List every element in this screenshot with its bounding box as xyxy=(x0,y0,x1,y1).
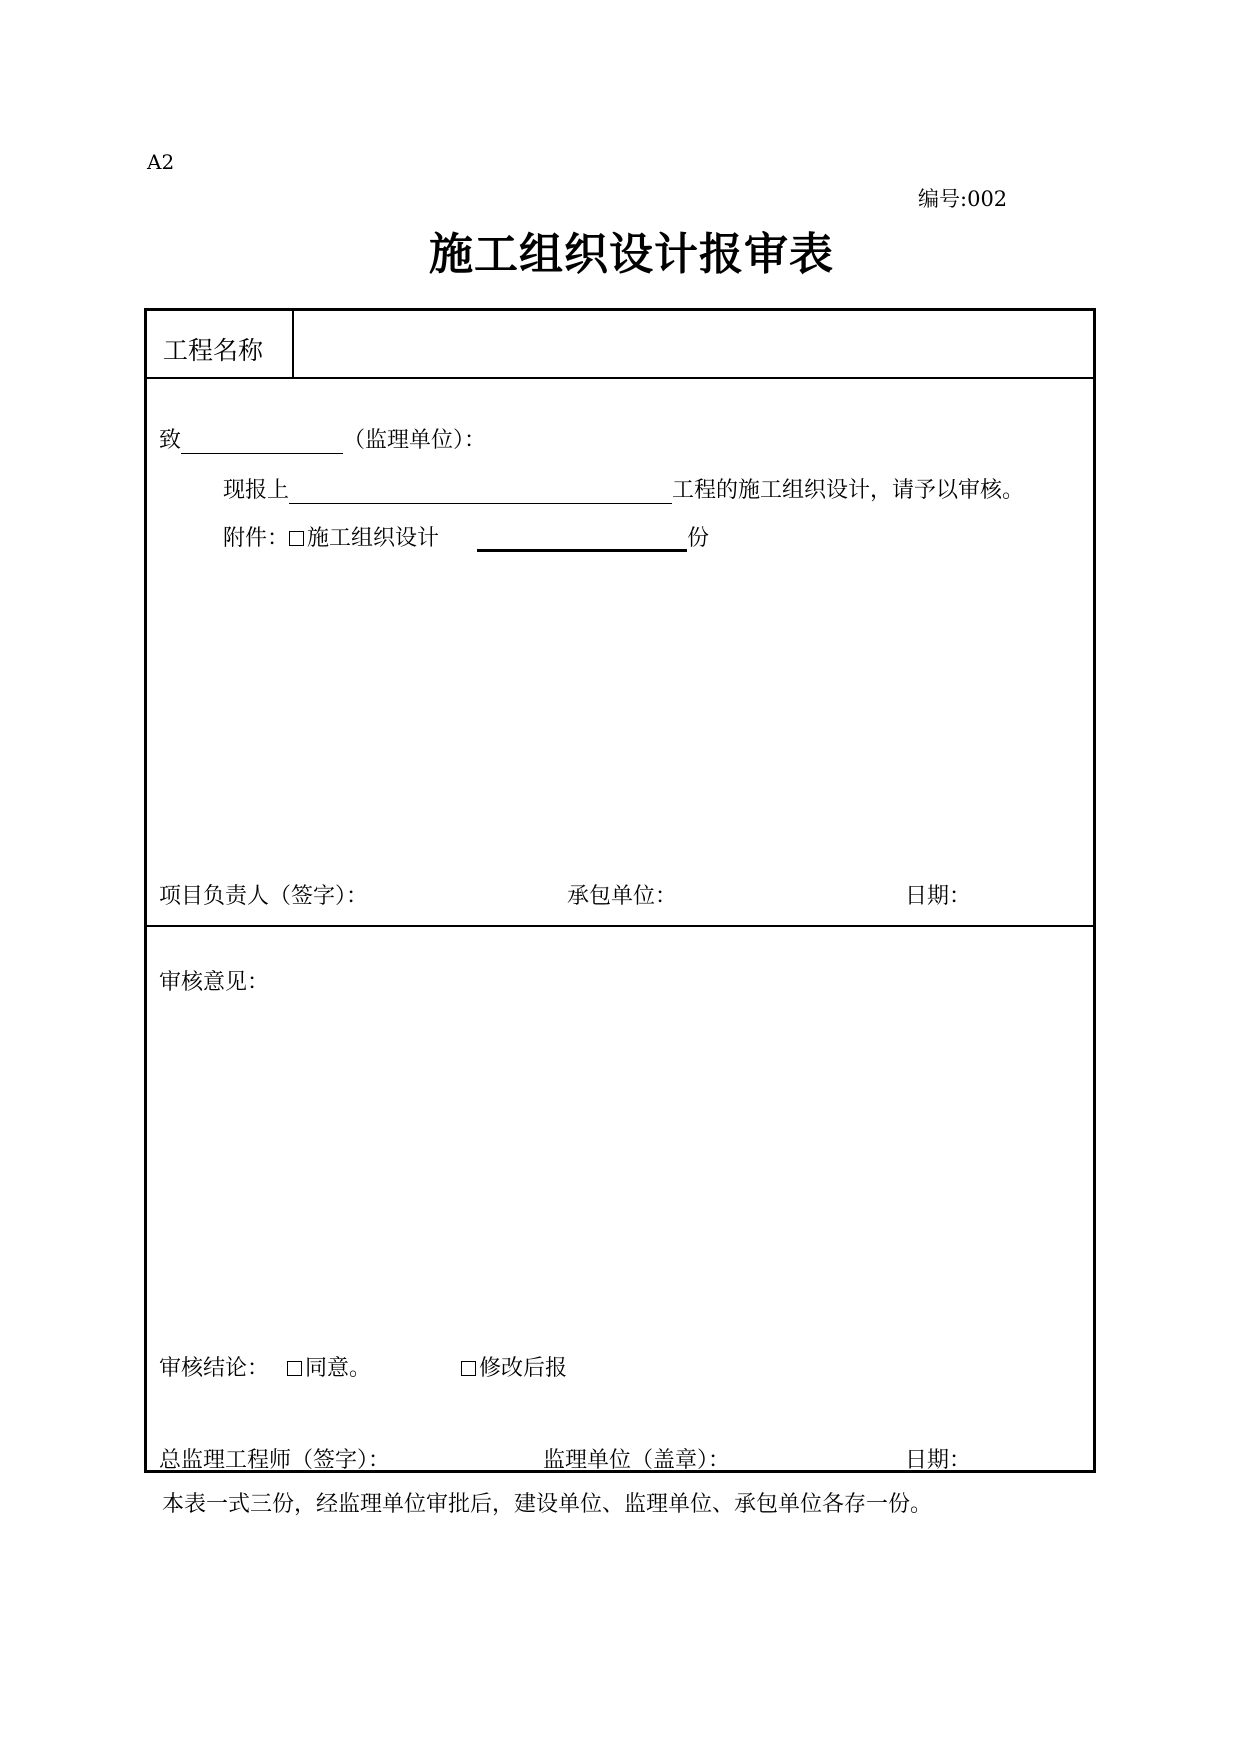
project-blank[interactable] xyxy=(289,479,672,504)
approve-checkbox[interactable] xyxy=(287,1361,302,1376)
document-number-label: 编号 xyxy=(918,187,960,211)
chief-engineer-signature: 总监理工程师（签字）： xyxy=(159,1448,391,1473)
approve-option-label: 同意。 xyxy=(305,1356,372,1381)
attachment-unit: 份 xyxy=(687,526,710,551)
review-opinion-label: 审核意见： xyxy=(159,970,270,995)
attachment-count-blank[interactable] xyxy=(477,525,687,552)
attachment-line xyxy=(223,521,709,552)
attachment-item: 施工组织设计 xyxy=(307,526,440,551)
attachment-label: 附件： xyxy=(223,526,290,551)
column-divider-project xyxy=(292,311,294,377)
supervisor-unit-stamp: 监理单位（盖章）： xyxy=(543,1448,731,1473)
form-code: A2 xyxy=(147,150,175,174)
revise-option[interactable] xyxy=(461,1351,567,1382)
contractor-label: 承包单位： xyxy=(567,884,678,909)
document-number-value: 002 xyxy=(967,187,1008,211)
document-number xyxy=(918,183,1007,213)
review-date-label: 日期： xyxy=(905,1448,972,1473)
project-manager-signature: 项目负责人（签字）： xyxy=(159,884,369,909)
project-name-label: 工程名称 xyxy=(163,336,264,365)
page-title: 施工组织设计报审表 xyxy=(429,229,834,280)
addressee-line xyxy=(159,423,486,454)
revise-checkbox[interactable] xyxy=(461,1361,476,1376)
addressee-blank[interactable] xyxy=(181,429,343,454)
revise-option-label: 修改后报 xyxy=(479,1356,568,1381)
row-divider-project xyxy=(147,377,1093,379)
review-form xyxy=(144,308,1096,1473)
report-line xyxy=(223,473,1024,504)
approve-option[interactable] xyxy=(287,1351,371,1382)
addressee-prefix: 致 xyxy=(159,428,182,453)
attachment-checkbox[interactable] xyxy=(289,531,304,546)
review-conclusion-label: 审核结论： xyxy=(159,1356,270,1381)
project-name-field[interactable] xyxy=(307,331,1087,361)
report-prefix: 现报上 xyxy=(223,478,290,503)
report-suffix: 工程的施工组织设计，请予以审核。 xyxy=(672,478,1025,503)
addressee-suffix: （监理单位）： xyxy=(343,428,487,453)
row-divider-submission xyxy=(147,925,1093,927)
submission-date-label: 日期： xyxy=(905,884,972,909)
document-number-separator: : xyxy=(960,187,968,211)
footnote: 本表一式三份，经监理单位审批后，建设单位、监理单位、承包单位各存一份。 xyxy=(162,1492,933,1517)
